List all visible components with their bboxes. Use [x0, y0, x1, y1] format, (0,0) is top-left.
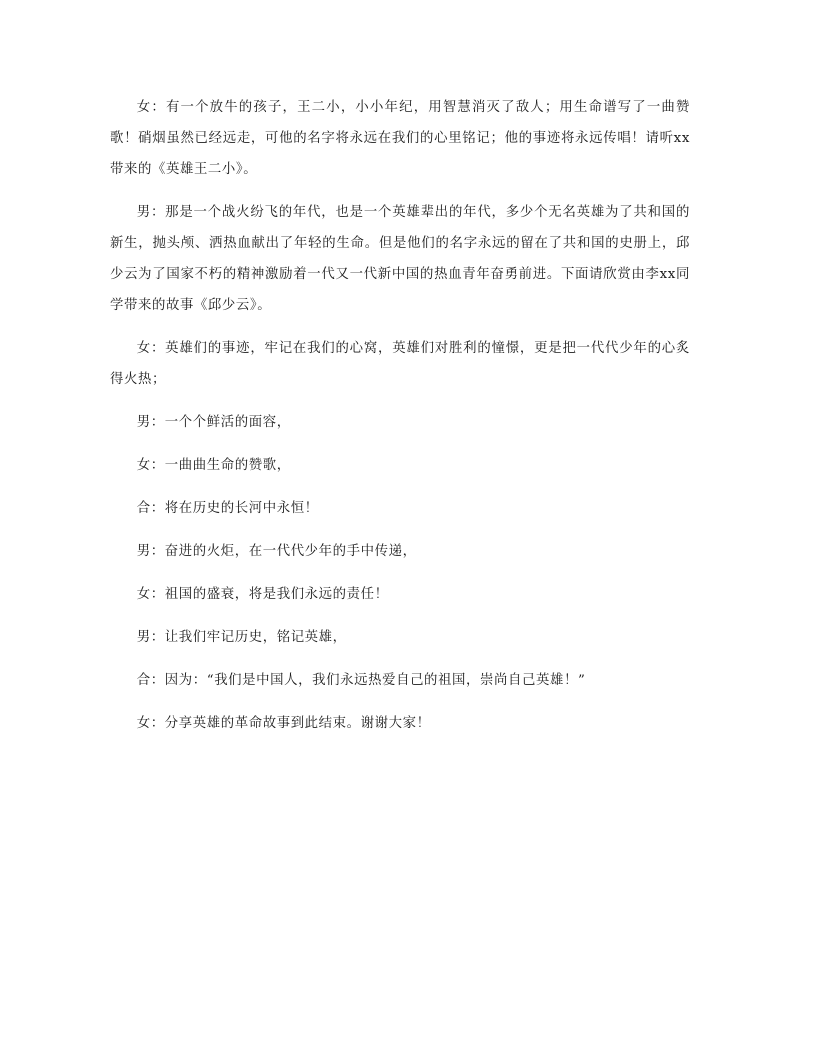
paragraph-female-intro: 女：有一个放牛的孩子，王二小，小小年纪，用智慧消灭了敌人；用生命谱写了一曲赞歌！硝烟虽然已经远走，可他的名字将永远在我们的心里铭记；他的事迹将永远传唱！请听xx带来的《英雄王二小》。	[110, 100, 690, 177]
paragraph-female-duty: 女：祖国的盛衰，将是我们永远的责任！	[136, 587, 389, 602]
paragraph-female-heroes: 女：英雄们的事迹，牢记在我们的心窝，英雄们对胜利的憧憬，更是把一代代少年的心炙得火热；	[110, 341, 690, 387]
paragraph-male-torch: 男：奋进的火炬，在一代代少年的手中传递，	[136, 544, 417, 559]
paragraph-together-because: 合：因为：“我们是中国人，我们永远热爱自己的祖国，崇尚自己英雄！”	[136, 673, 586, 688]
document-body	[110, 92, 690, 751]
paragraph-male-intro: 男：那是一个战火纷飞的年代，也是一个英雄辈出的年代，多少个无名英雄为了共和国的新生，抛头颅、洒热血献出了年轻的生命。但是他们的名字永远的留在了共和国的史册上，邱少云为了国家不朽的精神激励着一代又一代新中国的热血青年奋勇前进。下面请欣赏由李xx同学带来的故事《邱少云》。	[110, 205, 690, 313]
paragraph-male-faces: 男：一个个鲜活的面容，	[136, 415, 291, 430]
paragraph-male-remember: 男：让我们牢记历史，铭记英雄，	[136, 630, 347, 645]
paragraph-female-songs: 女：一曲曲生命的赞歌，	[136, 458, 291, 473]
paragraph-female-closing: 女：分享英雄的革命故事到此结束。谢谢大家！	[136, 716, 431, 731]
paragraph-together-eternal: 合：将在历史的长河中永恒！	[136, 501, 319, 516]
